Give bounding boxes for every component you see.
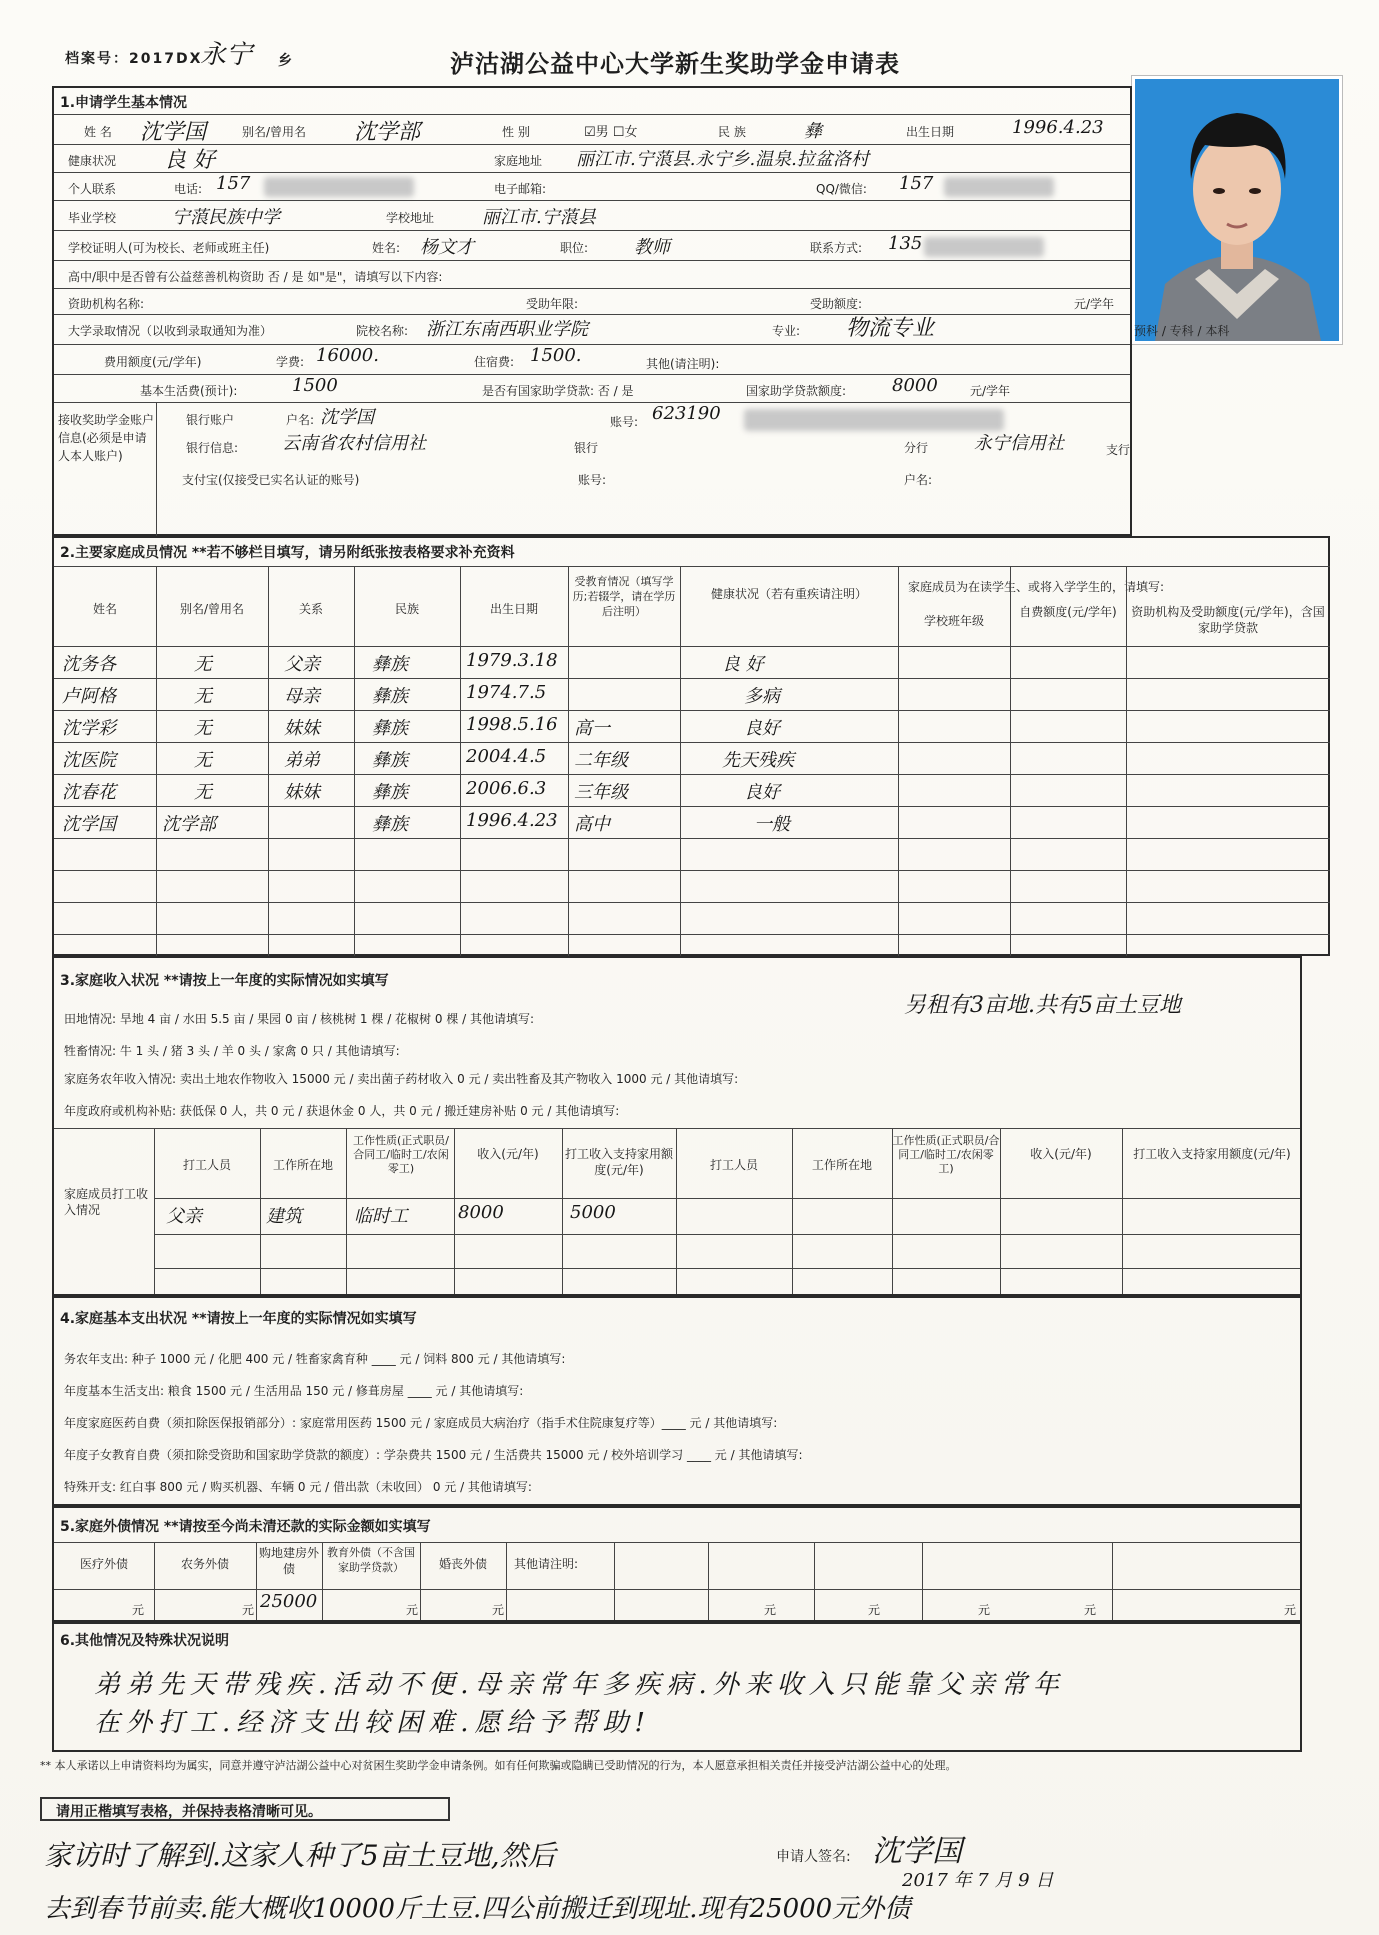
signature-value: 沈学国	[872, 1834, 962, 1869]
debt-farm-col: 农务外债	[180, 1557, 229, 1571]
col-education: 受教育情况（填写学历;若辍学，请在学历后注明）	[572, 575, 676, 618]
work-row: 父亲 建筑 临时工 8000 5000	[166, 1202, 616, 1227]
row-name	[54, 114, 1130, 145]
file-number-handwritten: 永宁	[200, 40, 253, 70]
sign-date: 2017 年 7 月 9 日	[902, 1870, 1054, 1891]
row-bank	[54, 402, 1130, 537]
medical-expense-label: 年度家庭医药自费（须扣除医保报销部分）: 家庭常用医药 1500 元 / 家庭成员大病治疗（指手术住院康复疗等）____ 元 / 其他请填写:	[64, 1416, 778, 1430]
address-value: 丽江市.宁蒗县.永宁乡.温泉.拉盆洛村	[576, 149, 869, 170]
account-no-value: 623190	[652, 403, 721, 424]
school-addr-label: 学校地址	[386, 211, 435, 225]
section-5-title: 5.家庭外债情况 **请按至今尚未清还款的实际金额如实填写	[60, 1519, 431, 1535]
row-health	[54, 144, 1130, 173]
loan-question-label: 是否有国家助学贷款: 否 / 是	[482, 384, 634, 398]
yuan-unit: 元	[492, 1603, 505, 1617]
col-birth: 出生日期	[489, 602, 538, 616]
loan-amount-label: 国家助学贷款额度:	[746, 384, 847, 398]
qq-value: 157	[899, 173, 934, 194]
major-label: 专业:	[772, 324, 801, 338]
alias-value: 沈学部	[354, 120, 421, 145]
college-label: 院校名称:	[356, 324, 409, 338]
debt-house-col: 购地建房外债	[258, 1546, 319, 1576]
subsidy-label: 年度政府或机构补贴: 获低保 0 人，共 0 元 / 获退休金 0 人，共 0 元 / 搬迁建房补贴 0 元 / 其他请填写:	[64, 1104, 620, 1118]
living-value: 1500	[292, 375, 338, 396]
aid-question-label: 高中/职中是否曾有公益慈善机构资助 否 / 是 如"是"，请填写以下内容:	[68, 270, 443, 284]
certifier-name-value: 杨文才	[420, 237, 474, 258]
certifier-label: 学校证明人(可为校长、老师或班主任)	[68, 241, 270, 255]
name-value: 沈学国	[140, 120, 207, 145]
phone-label: 电话:	[174, 182, 203, 196]
loan-amount-value: 8000	[892, 375, 938, 396]
other-line-2: 在外打工.经济支出较困难.愿给予帮助!	[94, 1708, 651, 1738]
worktype-col-2: 工作性质(正式职员/合同工/临时工/农闲零工)	[892, 1134, 1000, 1175]
col-grade: 学校班年级	[923, 614, 984, 628]
form-header	[60, 40, 1300, 80]
alipay-account-label: 账号:	[578, 473, 607, 487]
income-col-2: 收入(元/年)	[1030, 1147, 1092, 1161]
section-income	[52, 956, 1302, 1296]
certifier-title-value: 教师	[634, 237, 670, 258]
lodging-label: 住宿费:	[474, 355, 515, 369]
yuan-unit: 元	[764, 1603, 777, 1617]
aid-org-label: 资助机构名称:	[68, 297, 145, 311]
family-student-note: 家庭成员为在读学生、或将入学学生的，请填写:	[908, 580, 1165, 594]
other-line-1: 弟弟先天带残疾.活动不便.母亲常年多疾病.外来收入只能靠父亲常年	[94, 1670, 1065, 1700]
tuition-value: 16000.	[316, 345, 379, 366]
health-value: 良 好	[164, 148, 215, 173]
qq-redaction	[944, 177, 1054, 197]
family-row: 沈医院 无 弟弟 彝族 2004.4.5 二年级 先天残疾	[62, 746, 794, 771]
bank-account-label: 银行账户	[186, 413, 235, 427]
row-admission	[54, 314, 1230, 345]
township-label: 乡	[278, 53, 292, 69]
yuan-unit: 元	[1084, 1603, 1097, 1617]
yuan-unit: 元	[978, 1603, 991, 1617]
birthdate-label: 出生日期	[906, 125, 955, 139]
account-holder-label: 户名:	[286, 413, 315, 427]
farm-income-label: 家庭务农年收入情况: 卖出土地农作物收入 15000 元 / 卖出菌子药材收入 0 元 / 卖出牲畜及其产物收入 1000 元 / 其他请填写:	[64, 1072, 739, 1086]
applicant-photo	[1132, 76, 1342, 344]
branch-value: 永宁信用社	[974, 433, 1064, 454]
degree-options: 预科 / 专科 / 本科	[1134, 324, 1230, 338]
debt-medical-col: 医疗外债	[79, 1557, 128, 1571]
family-row: 沈春花 无 妹妹 彝族 2006.6.3 三年级 良好	[62, 778, 780, 803]
yuan-unit: 元	[868, 1603, 881, 1617]
col-relation: 关系	[298, 602, 323, 616]
alipay-holder-label: 户名:	[904, 473, 933, 487]
contact-label: 个人联系	[68, 182, 117, 196]
section-2-title: 2.主要家庭成员情况 **若不够栏目填写，请另附纸张按表格要求补充资料	[60, 545, 515, 561]
alias-label: 别名/曾用名	[242, 125, 307, 139]
gender-label: 性 别	[502, 125, 530, 139]
row-aid-org	[54, 288, 1130, 315]
section-1-title: 1.申请学生基本情况	[60, 95, 188, 111]
signature-label: 申请人签名:	[776, 1849, 851, 1865]
education-expense-label: 年度子女教育自费（须扣除受资助和国家助学贷款的额度）: 学杂费共 1500 元 / 生活费共 15000 元 / 校外培训学习 ____ 元 / 其他请填写:	[64, 1448, 803, 1462]
col-selfpay: 自费额度(元/学年)	[1019, 605, 1117, 619]
ethnicity-value: 彝	[804, 121, 822, 142]
school-label: 毕业学校	[68, 211, 117, 225]
yuan-unit: 元	[132, 1603, 145, 1617]
family-row: 沈学国 沈学部 彝族 1996.4.23 高中 一般	[62, 810, 790, 835]
living-expense-label: 年度基本生活支出: 粮食 1500 元 / 生活用品 150 元 / 修葺房屋 ____ 元 / 其他请填写:	[64, 1384, 524, 1398]
support-col-2: 打工收入支持家用额度(元/年)	[1133, 1147, 1291, 1161]
qq-label: QQ/微信:	[816, 182, 867, 196]
certifier-redaction	[924, 237, 1044, 257]
commitment-note: ** 本人承诺以上申请资料均为属实，同意并遵守泸沽湖公益中心对贫困生奖助学金申请条例。如有任何欺骗或隐瞒已受助情况的行为，本人愿意承担相关责任并接受泸沽湖公益中心的处理。	[40, 1759, 957, 1772]
section-4-title: 4.家庭基本支出状况 **请按上一年度的实际情况如实填写	[60, 1311, 417, 1327]
form-title: 泸沽湖公益中心大学新生奖助学金申请表	[450, 50, 900, 78]
land-label: 田地情况: 旱地 4 亩 / 水田 5.5 亩 / 果园 0 亩 / 核桃树 1 棵 / 花椒树 0 棵 / 其他请填写:	[64, 1012, 535, 1026]
col-aid: 资助机构及受助额度(元/学年)，含国家助学贷款	[1131, 605, 1325, 635]
yuan-unit: 元	[1284, 1603, 1297, 1617]
workplace-col: 工作所在地	[272, 1158, 333, 1172]
debt-table	[54, 1542, 1300, 1620]
other-fee-label: 其他(请注明):	[646, 357, 720, 371]
row-fees	[54, 344, 1130, 375]
certifier-title-label: 职位:	[560, 241, 589, 255]
section-3-title: 3.家庭收入状况 **请按上一年度的实际情况如实填写	[60, 973, 389, 989]
tuition-label: 学费:	[276, 355, 305, 369]
aid-years-label: 受助年限:	[526, 297, 579, 311]
file-number-label: 档案号：2017DX	[65, 51, 203, 67]
certifier-contact-label: 联系方式:	[810, 241, 863, 255]
worker-col-2: 打工人员	[709, 1158, 758, 1172]
phone-value: 157	[216, 173, 251, 194]
fill-tip: 请用正楷填写表格，并保持表格清晰可见。	[40, 1797, 450, 1821]
aid-amount-label: 受助额度:	[810, 297, 863, 311]
bank-name-value: 云南省农村信用社	[282, 433, 426, 454]
special-expense-label: 特殊开支: 红白事 800 元 / 购买机器、车辆 0 元 / 借出款（未收回） 0 元 / 其他请填写:	[64, 1480, 532, 1494]
house-debt-value: 25000	[260, 1591, 318, 1612]
health-label: 健康状况	[68, 154, 117, 168]
family-row: 沈学彩 无 妹妹 彝族 1998.5.16 高一 良好	[62, 714, 780, 739]
land-other-value: 另租有3亩地.共有5亩土豆地	[904, 993, 1181, 1018]
section-expense	[52, 1296, 1302, 1506]
college-value: 浙江东南西职业学院	[426, 319, 588, 340]
section-debt	[52, 1506, 1302, 1622]
bank-word: 银行	[574, 441, 599, 455]
admission-label: 大学录取情况（以收到录取通知为准）	[68, 324, 273, 338]
col-name: 姓名	[92, 602, 117, 616]
debt-edu-col: 教育外债（不含国家助学贷款）	[327, 1546, 415, 1574]
section-other	[52, 1622, 1302, 1752]
living-label: 基本生活费(预计):	[140, 384, 238, 398]
col-alias: 别名/曾用名	[179, 602, 245, 616]
birthdate-value: 1996.4.23	[1012, 117, 1104, 138]
account-no-label: 账号:	[610, 415, 639, 429]
sub-branch-label: 支行	[1106, 443, 1131, 457]
bank-info-label: 接收奖助学金账户信息(必须是申请人本人账户)	[58, 413, 155, 463]
row-aid-question	[54, 260, 1130, 289]
row-school	[54, 200, 1130, 231]
family-row: 卢阿格 无 母亲 彝族 1974.7.5 多病	[62, 682, 780, 707]
account-redaction	[744, 409, 1004, 431]
farm-expense-label: 务农年支出: 种子 1000 元 / 化肥 400 元 / 牲畜家禽育种 ____ 元 / 饲料 800 元 / 其他请填写:	[64, 1352, 566, 1366]
branch-label: 分行	[904, 441, 929, 455]
income-col: 收入(元/年)	[477, 1147, 539, 1161]
aid-unit-label: 元/学年	[1074, 297, 1115, 311]
address-label: 家庭地址	[494, 154, 543, 168]
major-value: 物流专业	[846, 316, 935, 341]
certifier-name-label: 姓名:	[372, 241, 401, 255]
alipay-label: 支付宝(仅接受已实名认证的账号)	[182, 473, 360, 487]
row-certifier	[54, 230, 1130, 261]
gender-options: ☑男 ☐女	[584, 125, 638, 140]
visit-note-1: 家访时了解到.这家人种了5亩土豆地,然后	[44, 1839, 556, 1872]
work-income-label: 家庭成员打工收入情况	[64, 1187, 149, 1217]
certifier-contact-value: 135	[888, 233, 923, 254]
name-label: 姓 名	[84, 125, 112, 139]
work-income-table	[54, 1128, 1300, 1294]
loan-unit: 元/学年	[970, 384, 1011, 398]
phone-redaction	[264, 177, 414, 197]
section-basic-info	[52, 86, 1230, 536]
ethnicity-label: 民 族	[718, 125, 746, 139]
section-family	[52, 536, 1330, 956]
workplace-col-2: 工作所在地	[811, 1158, 872, 1172]
debt-other-col: 其他请注明:	[514, 1557, 579, 1571]
col-health: 健康状况（若有重疾请注明）	[710, 587, 867, 601]
row-living	[54, 374, 1130, 403]
worktype-col: 工作性质(正式职员/合同工/临时工/农闲零工)	[353, 1134, 449, 1175]
school-value: 宁蒗民族中学	[172, 207, 280, 228]
debt-wedding-col: 婚丧外债	[438, 1557, 487, 1571]
visit-note-2: 去到春节前卖.能大概收10000斤土豆.四公前搬迁到现址.现有25000元外债	[44, 1894, 911, 1924]
fees-label: 费用额度(元/学年)	[104, 355, 202, 369]
family-table	[54, 566, 1330, 956]
email-label: 电子邮箱:	[494, 182, 547, 196]
livestock-label: 牲畜情况: 牛 1 头 / 猪 3 头 / 羊 0 头 / 家禽 0 只 / 其他请填写:	[64, 1044, 400, 1058]
lodging-value: 1500.	[530, 345, 582, 366]
yuan-unit: 元	[242, 1603, 255, 1617]
worker-col: 打工人员	[182, 1158, 231, 1172]
yuan-unit: 元	[406, 1603, 419, 1617]
school-addr-value: 丽江市.宁蒗县	[482, 207, 596, 228]
row-contact	[54, 172, 1130, 201]
support-col: 打工收入支持家用额度(元/年)	[564, 1147, 673, 1177]
col-ethnic: 民族	[394, 602, 419, 616]
section-6-title: 6.其他情况及特殊状况说明	[60, 1633, 230, 1649]
family-row: 沈务各 无 父亲 彝族 1979.3.18 良 好	[62, 650, 764, 675]
account-holder-value: 沈学国	[320, 407, 374, 428]
bank-info-sub-label: 银行信息:	[186, 441, 239, 455]
